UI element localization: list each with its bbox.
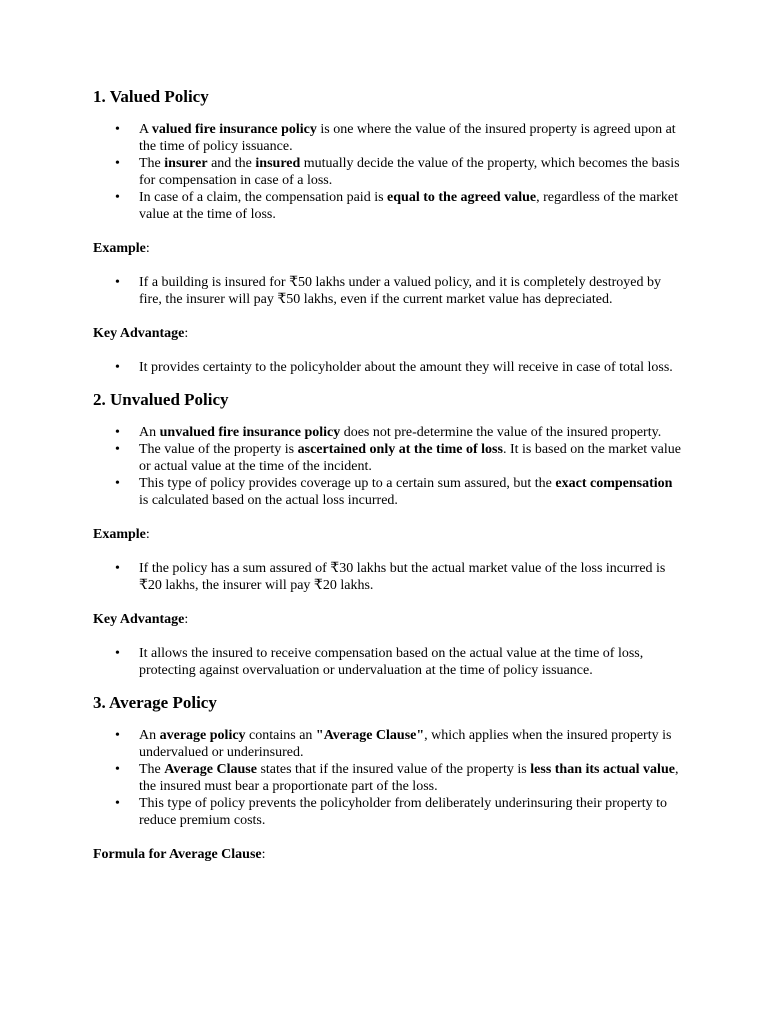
spacer [93,411,683,424]
example-bullets [93,274,683,308]
bold-text: equal to the agreed value [387,190,537,205]
spacer [93,257,683,274]
text-run: contains an [245,728,316,743]
text-run: , which applies when the insured property is undervalued or underinsured. [139,728,672,760]
subheading-label [93,611,683,628]
spacer [93,594,683,611]
text-run: The value of the property is [139,442,298,457]
text-run: This type of policy prevents the policyholder from deliberately underinsuring their property to reduce premium costs. [139,796,667,828]
list-item [139,560,683,594]
section-bullets [93,424,683,509]
section-heading: 3. Average Policy [93,693,217,712]
subheading-label [93,846,683,863]
label-colon: : [184,612,189,627]
text-run: This type of policy provides coverage up to a certain sum assured, but the [139,476,556,491]
text-run: A [139,122,152,137]
label-text: Key Advantage [93,326,185,341]
bold-text: insured [255,156,301,171]
list-item [139,359,683,376]
text-run: An [139,728,160,743]
bold-text: valued fire insurance policy [151,122,317,137]
text-run: The [139,762,165,777]
example-bullets [93,560,683,594]
spacer [93,509,683,526]
list-item [139,155,683,189]
subheading-label [93,240,683,257]
text-run: If the policy has a sum assured of ₹30 lakhs but the actual market value of the loss incurred is ₹20 lakhs, the insurer will pay ₹20 lakhs. [139,561,666,593]
label-text: Example [93,527,146,542]
list-item [139,189,683,223]
text-run: , the insured must bear a proportionate part of the loss. [139,762,679,794]
text-run: In case of a claim, the compensation paid is [139,190,388,205]
list-item [139,274,683,308]
text-run: It allows the insured to receive compensation based on the actual value at the time of loss, protecting against overvaluation or undervaluation at the time of policy issuance. [139,646,644,678]
subheading-label [93,325,683,342]
spacer [93,679,683,692]
label-colon: : [184,326,189,341]
text-run: An [139,425,160,440]
bold-text: "Average Clause" [315,728,425,743]
section-bullets [93,727,683,829]
text-run: is calculated based on the actual loss incurred. [139,493,398,508]
text-run: is one where the value of the insured property is agreed upon at the time of policy issuance. [139,122,676,154]
label-colon: : [261,847,266,862]
bold-text: ascertained only at the time of loss [297,442,503,457]
bold-text: exact compensation [555,476,673,491]
section-bullets [93,121,683,223]
spacer [93,108,683,121]
list-item [139,761,683,795]
spacer [93,308,683,325]
bold-text: average policy [159,728,246,743]
text-run: If a building is insured for ₹50 lakhs under a valued policy, and it is completely destroyed by fire, the insurer will pay ₹50 lakhs, even if the current market value has depreciated. [139,275,661,307]
text-run: states that if the insured value of the property is [256,762,531,777]
spacer [93,376,683,389]
text-run: mutually decide the value of the property, which becomes the basis for compensation in case of a loss. [139,156,680,188]
list-item [139,475,683,509]
label-colon: : [145,527,150,542]
subheading-label [93,526,683,543]
spacer [93,829,683,846]
document-content [93,86,683,863]
label-colon: : [145,241,150,256]
list-item [139,121,683,155]
list-item [139,727,683,761]
bold-text: Average Clause [164,762,257,777]
list-item [139,795,683,829]
text-run: The [139,156,165,171]
text-run: It provides certainty to the policyholder about the amount they will receive in case of total loss. [139,360,673,375]
advantage-bullets [93,359,683,376]
section-heading: 1. Valued Policy [93,87,209,106]
spacer [93,628,683,645]
spacer [93,714,683,727]
text-run: and the [207,156,256,171]
spacer [93,223,683,240]
label-text: Key Advantage [93,612,185,627]
bold-text: insurer [164,156,208,171]
list-item [139,441,683,475]
text-run: does not pre-determine the value of the insured property. [340,425,662,440]
label-text: Formula for Average Clause [93,847,262,862]
label-text: Example [93,241,146,256]
list-item [139,424,683,441]
bold-text: unvalued fire insurance policy [159,425,341,440]
advantage-bullets [93,645,683,679]
section-heading: 2. Unvalued Policy [93,390,229,409]
text-run: . It is based on the market value or actual value at the time of the incident. [139,442,681,474]
spacer [93,342,683,359]
list-item [139,645,683,679]
text-run: , regardless of the market value at the time of loss. [139,190,678,222]
bold-text: less than its actual value [530,762,675,777]
spacer [93,543,683,560]
